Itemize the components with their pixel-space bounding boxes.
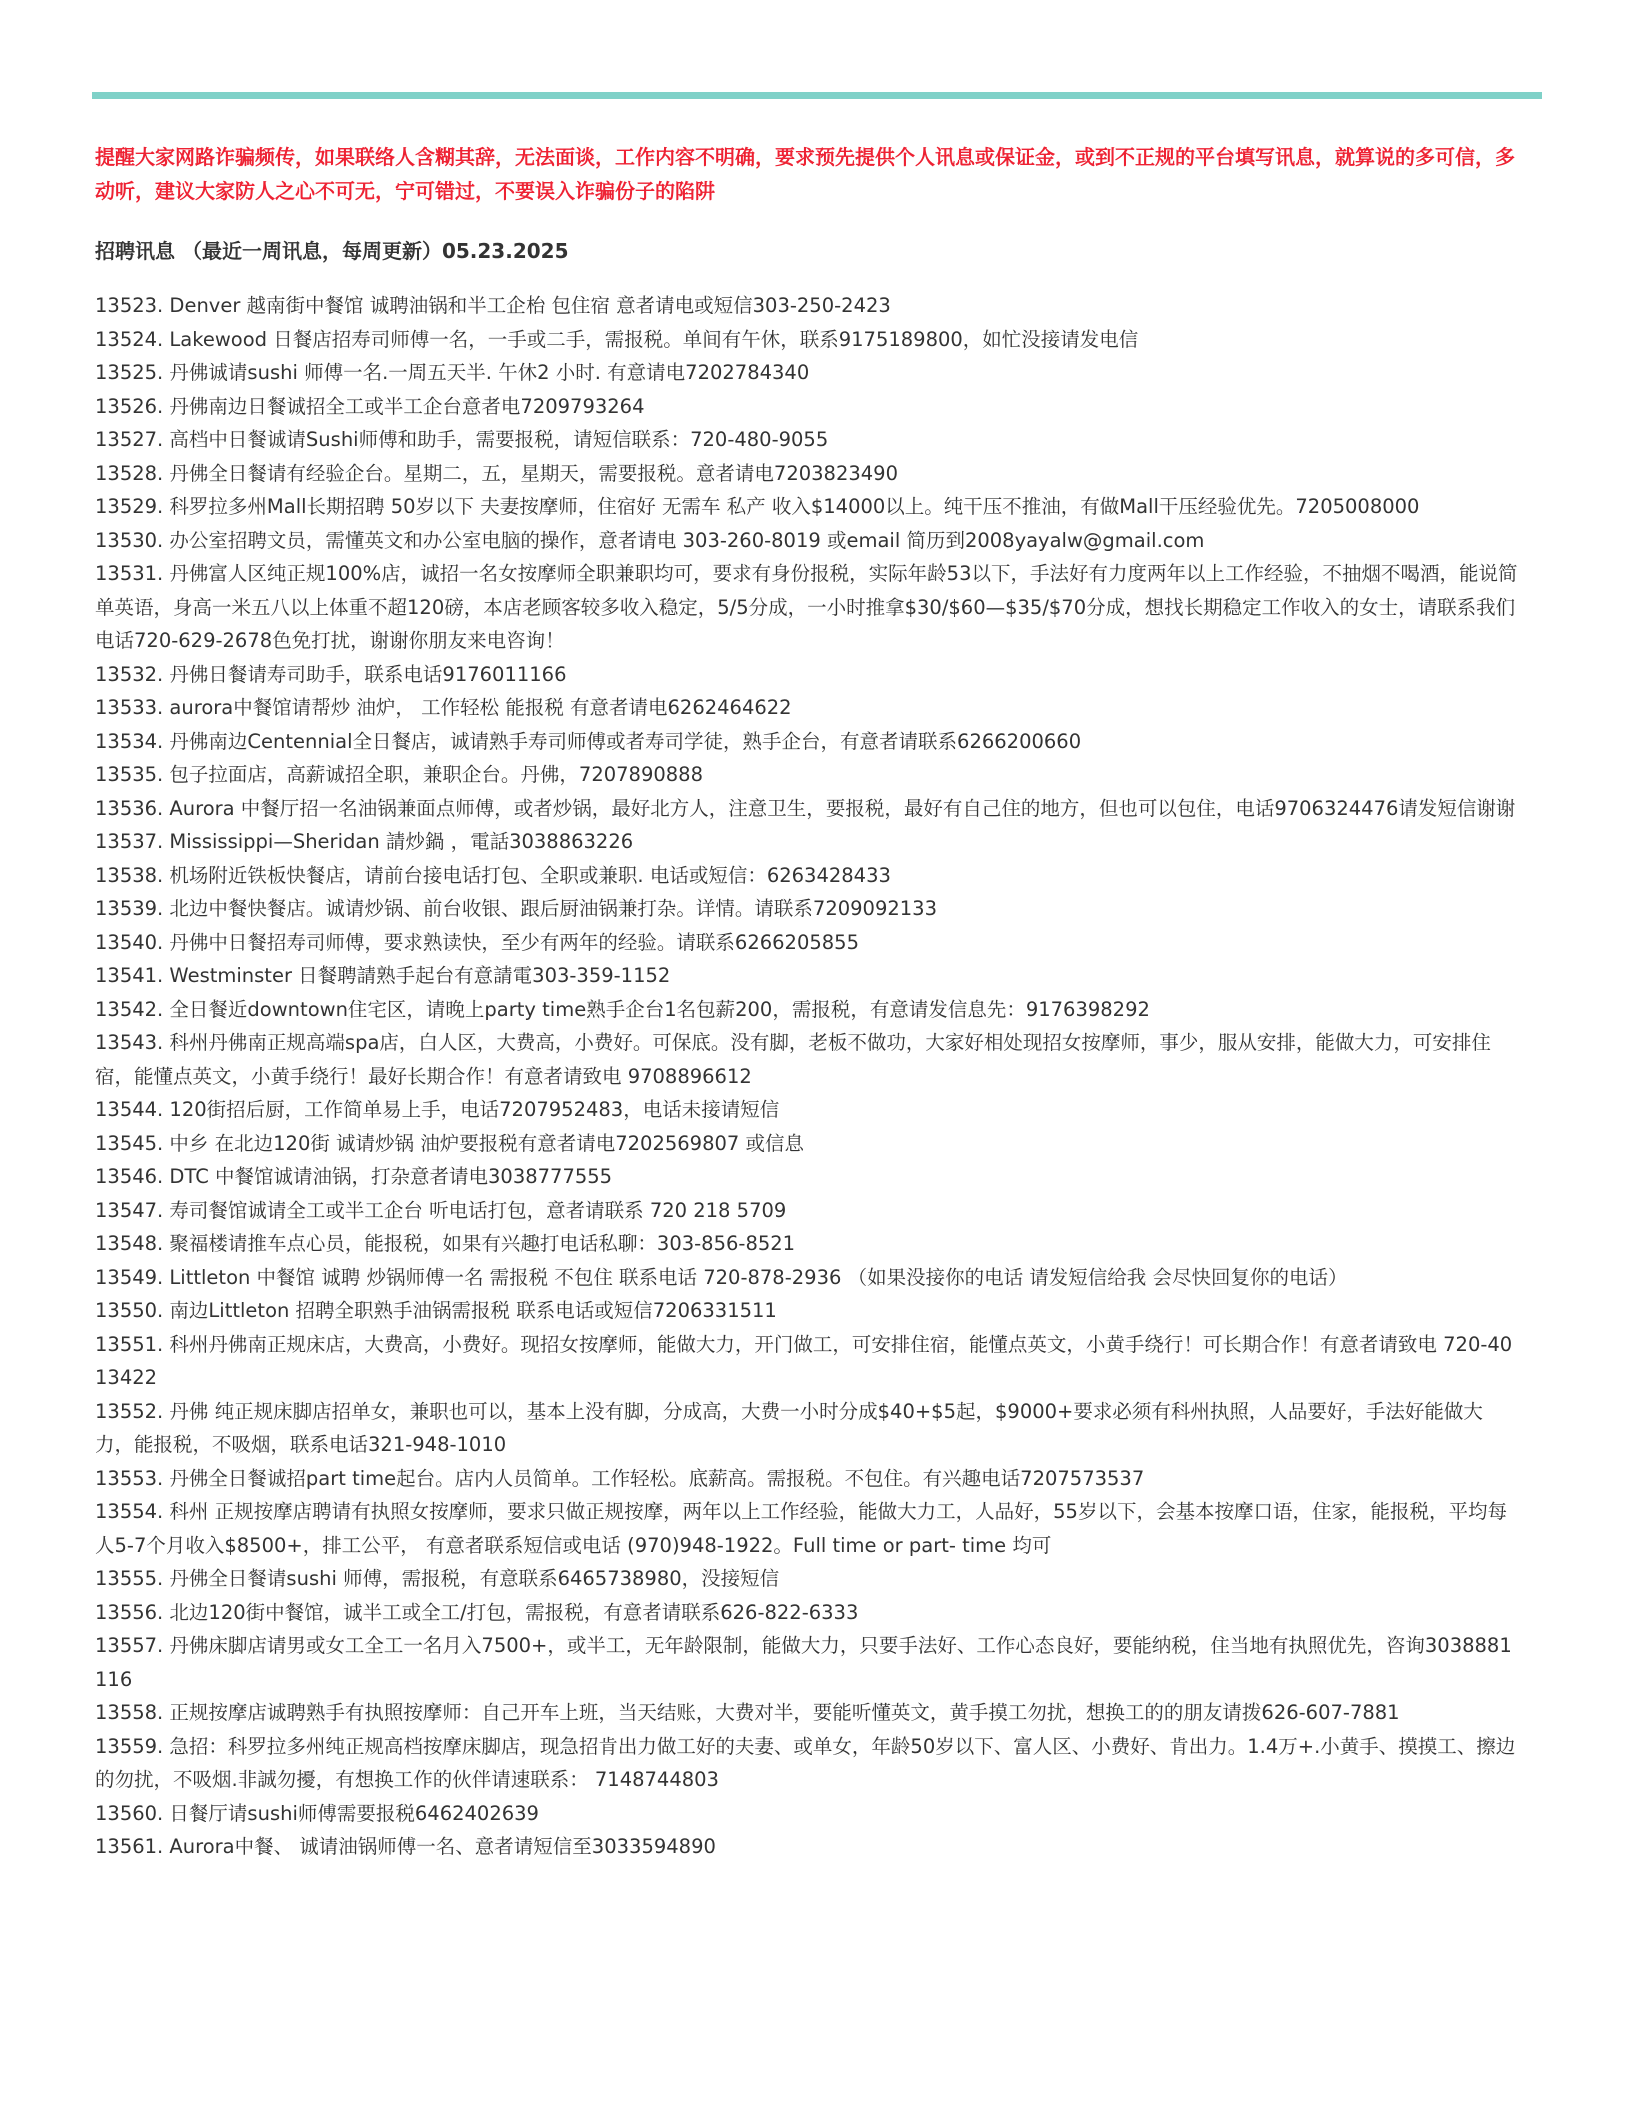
job-listing: 13537. Mississippi—Sheridan 請炒鍋 ，電話3038863226 xyxy=(95,830,634,853)
job-listing: 13542. 全日餐近downtown住宅区，请晚上party time熟手企台1名包薪200，需报税，有意请发信息先：9176398292 xyxy=(95,997,1150,1021)
job-listing: 13533. aurora中餐馆请帮炒 油炉， 工作轻松 能报税 有意者请电6262464622 xyxy=(95,696,792,719)
job-listing: 13531. 丹佛富人区纯正规100%店，诚招一名女按摩师全职兼职均可，要求有身份报税，实际年龄53以下，手法好有力度两年以上工作经验，不抽烟不喝酒，能说简单英语，身高一米五八以上体重不超120磅，本店老顾客较多收入稳定，5/5分成，一小时推拿$30/$60—$35/$70分成，想找长期稳定工作收入的女士，请联系我们电话720-629-2678色免打扰，谢谢你朋友来电咨询！ xyxy=(95,562,1518,652)
job-listing: 13523. Denver 越南街中餐馆 诚聘油锅和半工企枱 包住宿 意者请电或短信303-250-2423 xyxy=(95,294,891,317)
job-listing: 13546. DTC 中餐馆诚请油锅，打杂意者请电3038777555 xyxy=(95,1165,613,1188)
job-listing: 13529. 科罗拉多州Mall长期招聘 50岁以下 夫妻按摩师，住宿好 无需车 私产 收入$14000以上。纯干压不推油，有做Mall干压经验优先。7205008000 xyxy=(95,495,1420,518)
job-listing: 13540. 丹佛中日餐招寿司师傅，要求熟读快，至少有两年的经验。请联系6266205855 xyxy=(95,930,859,954)
job-listing: 13551. 科州丹佛南正规床店，大费高，小费好。现招女按摩师，能做大力，开门做工，可安排住宿，能懂点英文，小黄手绕行！可长期合作！有意者请致电 720-4013422 xyxy=(95,1332,1513,1389)
job-listing: 13554. 科州 正规按摩店聘请有执照女按摩师，要求只做正规按摩，两年以上工作经验，能做大力工，人品好，55岁以下，会基本按摩口语，住家，能报税，平均每人5-7个月收入$8500+，排工公平， 有意者联系短信或电话 (970)948-1922。Full time or part- time 均可 xyxy=(95,1500,1507,1557)
job-listing: 13543. 科州丹佛南正规高端spa店，白人区，大费高，小费好。可保底。没有脚，老板不做功，大家好相处现招女按摩师，事少，服从安排，能做大力，可安排住宿，能懂点英文，小黄手绕行！最好长期合作！有意者请致电 9708896612 xyxy=(95,1031,1491,1088)
job-listing: 13561. Aurora中餐、 诚请油锅师傅一名、意者请短信至3033594890 xyxy=(95,1835,716,1858)
job-listing: 13524. Lakewood 日餐店招寿司师傅一名，一手或二手，需报税。单间有午休，联系9175189800，如忙没接请发电信 xyxy=(95,327,1139,351)
job-listing: 13538. 机场附近铁板快餐店，请前台接电话打包、全职或兼职. 电话或短信：6263428433 xyxy=(95,863,891,887)
job-listing: 13525. 丹佛诚请sushi 师傅一名.一周五天半. 午休2 小时. 有意请电7202784340 xyxy=(95,361,810,384)
job-listing: 13559. 急招：科罗拉多州纯正规高档按摩床脚店，现急招肯出力做工好的夫妻、或单女，年龄50岁以下、富人区、小费好、肯出力。1.4万+.小黄手、摸摸工、擦边的勿扰，不吸烟.非誠勿擾，有想换工作的伙伴请速联系： 7148744803 xyxy=(95,1734,1516,1791)
job-listing: 13539. 北边中餐快餐店。诚请炒锅、前台收银、跟后厨油锅兼打杂。详情。请联系7209092133 xyxy=(95,897,937,920)
job-listing: 13553. 丹佛全日餐诚招part time起台。店内人员简单。工作轻松。底薪高。需报税。不包住。有兴趣电话7207573537 xyxy=(95,1466,1145,1490)
job-listing: 13530. 办公室招聘文员，需懂英文和办公室电脑的操作，意者请电 303-260-8019 或email 简历到2008yayalw@gmail.com xyxy=(95,528,1205,552)
job-listing: 13558. 正规按摩店诚聘熟手有执照按摩师：自己开车上班，当天结账，大费对半，要能听懂英文，黄手摸工勿扰，想换工的的朋友请拨626-607-7881 xyxy=(95,1701,1400,1724)
job-listing: 13548. 聚福楼请推车点心员，能报税，如果有兴趣打电话私聊：303-856-8521 xyxy=(95,1232,796,1255)
job-listing: 13534. 丹佛南边Centennial全日餐店，诚请熟手寿司师傅或者寿司学徒，熟手企台，有意者请联系6266200660 xyxy=(95,729,1082,753)
job-listing: 13545. 中乡 在北边120街 诚请炒锅 油炉要报税有意者请电7202569807 或信息 xyxy=(95,1131,805,1155)
job-listing: 13560. 日餐厅请sushi师傅需要报税6462402639 xyxy=(95,1801,539,1825)
fraud-warning: 提醒大家网路诈骗频传，如果联络人含糊其辞，无法面谈，工作内容不明确，要求预先提供个人讯息或保证金，或到不正规的平台填写讯息，就算说的多可信，多动听，建议大家防人之心不可无，宁可错过，不要误入诈骗份子的陷阱 xyxy=(95,145,1515,203)
top-divider xyxy=(92,92,1542,99)
job-listing: 13547. 寿司餐馆诚请全工或半工企台 听电话打包，意者请联系 720 218 5709 xyxy=(95,1198,787,1222)
job-listing: 13532. 丹佛日餐请寿司助手，联系电话9176011166 xyxy=(95,662,567,686)
job-listing: 13556. 北边120街中餐馆，诚半工或全工/打包，需报税，有意者请联系626-822-6333 xyxy=(95,1600,859,1624)
job-listing: 13557. 丹佛床脚店请男或女工全工一名月入7500+，或半工，无年龄限制，能做大力，只要手法好、工作心态良好，要能纳税，住当地有执照优先，咨询3038881116 xyxy=(95,1634,1512,1691)
job-listing: 13528. 丹佛全日餐请有经验企台。星期二，五，星期天，需要报税。意者请电7203823490 xyxy=(95,461,898,485)
job-listing: 13527. 高档中日餐诚请Sushi师傅和助手，需要报税，请短信联系：720-480-9055 xyxy=(95,428,829,451)
job-listing: 13544. 120街招后厨，工作简单易上手，电话7207952483，电话未接请短信 xyxy=(95,1098,780,1121)
job-listing: 13550. 南边Littleton 招聘全职熟手油锅需报税 联系电话或短信7206331511 xyxy=(95,1299,777,1322)
job-listing: 13536. Aurora 中餐厅招一名油锅兼面点师傅，或者炒锅，最好北方人，注意卫生，要报税，最好有自己住的地方，但也可以包住，电话9706324476请发短信谢谢 xyxy=(95,796,1516,820)
job-listing: 13541. Westminster 日餐聘請熟手起台有意請電303-359-1152 xyxy=(95,964,671,987)
job-listings xyxy=(95,289,1520,1864)
section-heading: 招聘讯息 （最近一周讯息，每周更新）05.23.2025 xyxy=(95,239,569,263)
job-listing: 13535. 包子拉面店，高薪诚招全职，兼职企台。丹佛，7207890888 xyxy=(95,763,703,786)
job-listing: 13555. 丹佛全日餐请sushi 师傅，需报税，有意联系6465738980，没接短信 xyxy=(95,1567,780,1590)
job-listing: 13552. 丹佛 纯正规床脚店招单女，兼职也可以，基本上没有脚，分成高，大费一小时分成$40+$5起，$9000+要求必须有科州执照，人品要好，手法好能做大力，能报税，不吸烟，联系电话321-948-1010 xyxy=(95,1399,1483,1456)
job-listing: 13549. Littleton 中餐馆 诚聘 炒锅师傅一名 需报税 不包住 联系电话 720-878-2936 （如果没接你的电话 请发短信给我 会尽快回复你的电话） xyxy=(95,1265,1348,1289)
job-listing: 13526. 丹佛南边日餐诚招全工或半工企台意者电7209793264 xyxy=(95,394,645,418)
